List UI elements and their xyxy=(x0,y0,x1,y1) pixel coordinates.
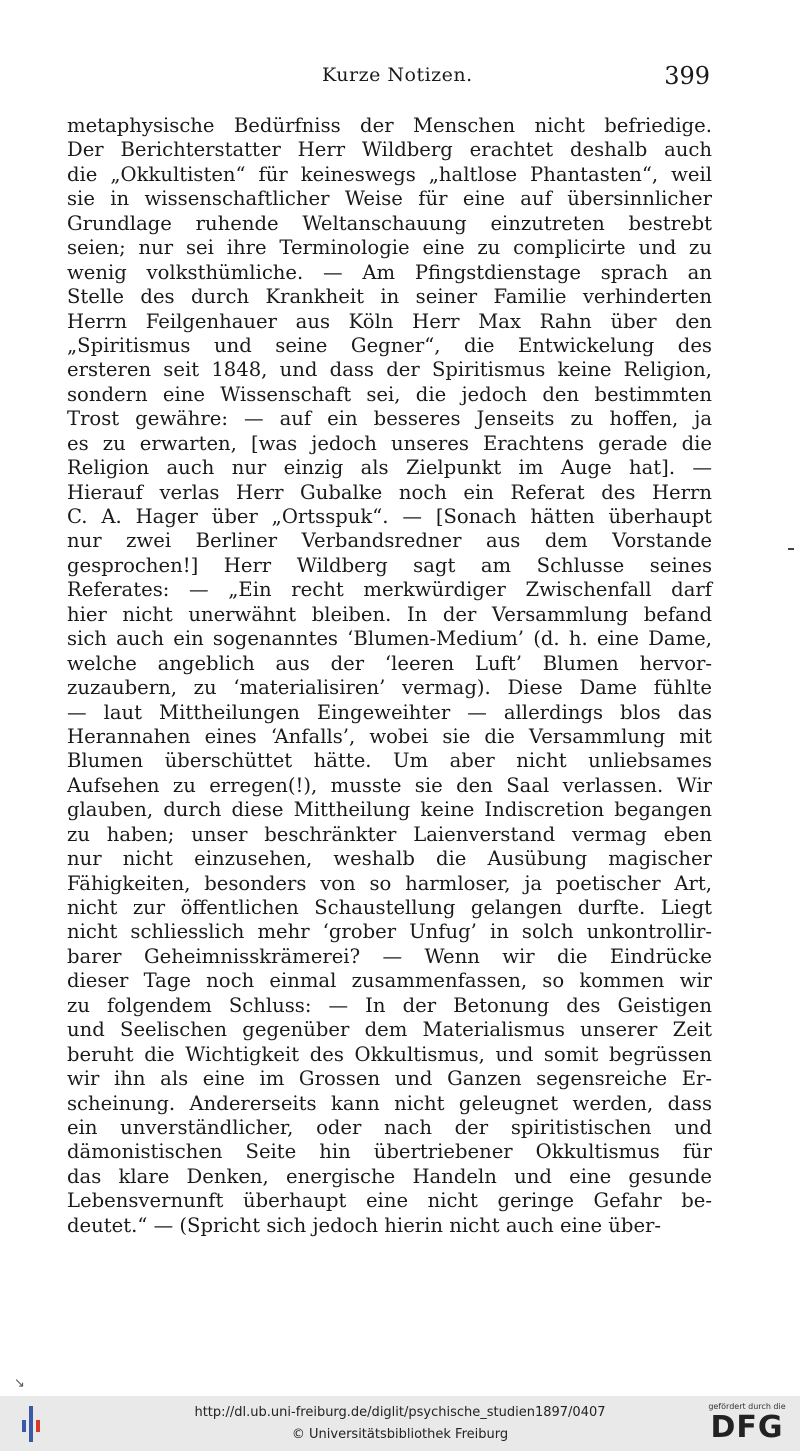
text-line: „Spiritismus und seine Gegner“, die Entwickelung des xyxy=(67,333,712,357)
copyright-text: © Universitätsbibliothek Freiburg xyxy=(291,1427,509,1442)
text-line: glauben, durch diese Mittheilung keine Indiscretion begangen xyxy=(67,798,712,822)
footer-bar xyxy=(0,1396,800,1451)
text-line: hier nicht unerwähnt bleiben. In der Versammlung befand xyxy=(67,602,712,626)
text-line: nur zwei Berliner Verbandsredner aus dem Vorstande xyxy=(67,529,712,553)
text-line: deutet.“ — (Spricht sich jedoch hierin nicht auch eine über- xyxy=(67,1213,662,1237)
text-line: Fähigkeiten, besonders von so harmloser, ja poetischer Art, xyxy=(67,871,712,895)
text-line: dieser Tage noch einmal zusammenfassen, so kommen wir xyxy=(67,969,712,993)
text-line: Hierauf verlas Herr Gubalke noch ein Referat des Herrn xyxy=(67,480,712,504)
text-line: seien; nur sei ihre Terminologie eine zu complicirte und zu xyxy=(67,236,712,260)
text-line: Herrn Feilgenhauer aus Köln Herr Max Rahn über den xyxy=(67,309,712,333)
text-line: nicht schliesslich mehr ‘grober Unfug’ in solch unkontrollir- xyxy=(67,920,712,944)
text-line: Grundlage ruhende Weltanschauung einzutreten bestrebt xyxy=(67,211,712,235)
running-header: Kurze Notizen. xyxy=(322,64,473,86)
text-line: sie in wissenschaftlicher Weise für eine auf übersinnlicher xyxy=(67,187,712,211)
text-line: C. A. Hager über „Ortsspuk“. — [Sonach hätten überhaupt xyxy=(67,505,712,528)
corner-mark: ↘ xyxy=(14,1376,25,1391)
text-line: Religion auch nur einzig als Zielpunkt im Auge hat]. — xyxy=(67,456,712,480)
text-line: sich auch ein sogenanntes ‘Blumen-Medium’ (d. h. eine Dame, xyxy=(67,627,712,651)
text-line: nicht zur öffentlichen Schaustellung gelangen durfte. Liegt xyxy=(67,896,712,919)
margin-mark xyxy=(788,548,794,550)
text-line: dämonistischen Seite hin übertriebener Okkultismus für xyxy=(67,1140,712,1164)
text-line: zuzaubern, zu ‘materialisiren’ vermag). Diese Dame fühlte xyxy=(67,676,712,700)
text-line: wenig volksthümliche. — Am Pfingstdienstage sprach an xyxy=(67,260,712,284)
text-line: die „Okkultisten“ für keineswegs „haltlose Phantasten“, weil xyxy=(67,162,712,186)
text-line: und Seelischen gegenüber dem Materialismus unserer Zeit xyxy=(67,1018,712,1042)
text-line: ersteren seit 1848, und dass der Spiritismus keine Religion, xyxy=(67,358,712,382)
text-line: scheinung. Andererseits kann nicht geleugnet werden, dass xyxy=(67,1091,712,1115)
text-line: Der Berichterstatter Herr Wildberg erachtet deshalb auch xyxy=(67,138,712,162)
text-line: Trost gewähre: — auf ein besseres Jenseits zu hoffen, ja xyxy=(67,407,712,431)
text-line: Lebensvernunft überhaupt eine nicht geringe Gefahr be- xyxy=(67,1189,712,1213)
page-number: 399 xyxy=(664,62,710,90)
text-line: sondern eine Wissenschaft sei, die jedoch den bestimmten xyxy=(67,382,712,406)
text-line: Herannahen eines ‘Anfalls’, wobei sie die Versammlung mit xyxy=(67,724,712,748)
text-line: welche angeblich aus der ‘leeren Luft’ Blumen hervor- xyxy=(67,651,712,675)
text-line: beruht die Wichtigkeit des Okkultismus, und somit begrüssen xyxy=(67,1042,712,1066)
text-line: barer Geheimnisskrämerei? — Wenn wir die Eindrücke xyxy=(67,944,712,968)
text-line: Stelle des durch Krankheit in seiner Familie verhinderten xyxy=(67,285,712,309)
text-line: Blumen überschüttet hätte. Um aber nicht unliebsames xyxy=(67,749,712,773)
text-line: gesprochen!] Herr Wildberg sagt am Schlusse seines xyxy=(67,553,712,577)
text-line: zu folgendem Schluss: — In der Betonung des Geistigen xyxy=(67,993,712,1017)
sponsor-note: gefördert durch die xyxy=(708,1402,786,1411)
source-url-link[interactable]: http://dl.ub.uni-freiburg.de/diglit/psychische_studien1897/0407 xyxy=(194,1405,606,1420)
body-text xyxy=(67,114,712,1238)
text-line: ein unverständlicher, oder nach der spiritistischen und xyxy=(67,1115,712,1139)
text-line: — laut Mittheilungen Eingeweihter — allerdings blos das xyxy=(67,700,712,724)
text-line: zu haben; unser beschränkter Laienverstand vermag eben xyxy=(67,822,712,846)
text-line: Aufsehen zu erregen(!), musste sie den Saal verlassen. Wir xyxy=(67,773,712,797)
text-line: das klare Denken, energische Handeln und eine gesunde xyxy=(67,1164,712,1188)
dfg-logo: DFG xyxy=(710,1410,784,1445)
text-line: metaphysische Bedürfniss der Menschen nicht befriedige. xyxy=(67,114,712,137)
text-line: Referates: — „Ein recht merkwürdiger Zwischenfall darf xyxy=(67,578,712,602)
text-line: wir ihn als eine im Grossen und Ganzen segensreiche Er- xyxy=(67,1067,712,1091)
text-line: es zu erwarten, [was jedoch unseres Erachtens gerade die xyxy=(67,431,712,455)
text-line: nur nicht einzusehen, weshalb die Ausübung magischer xyxy=(67,847,712,871)
